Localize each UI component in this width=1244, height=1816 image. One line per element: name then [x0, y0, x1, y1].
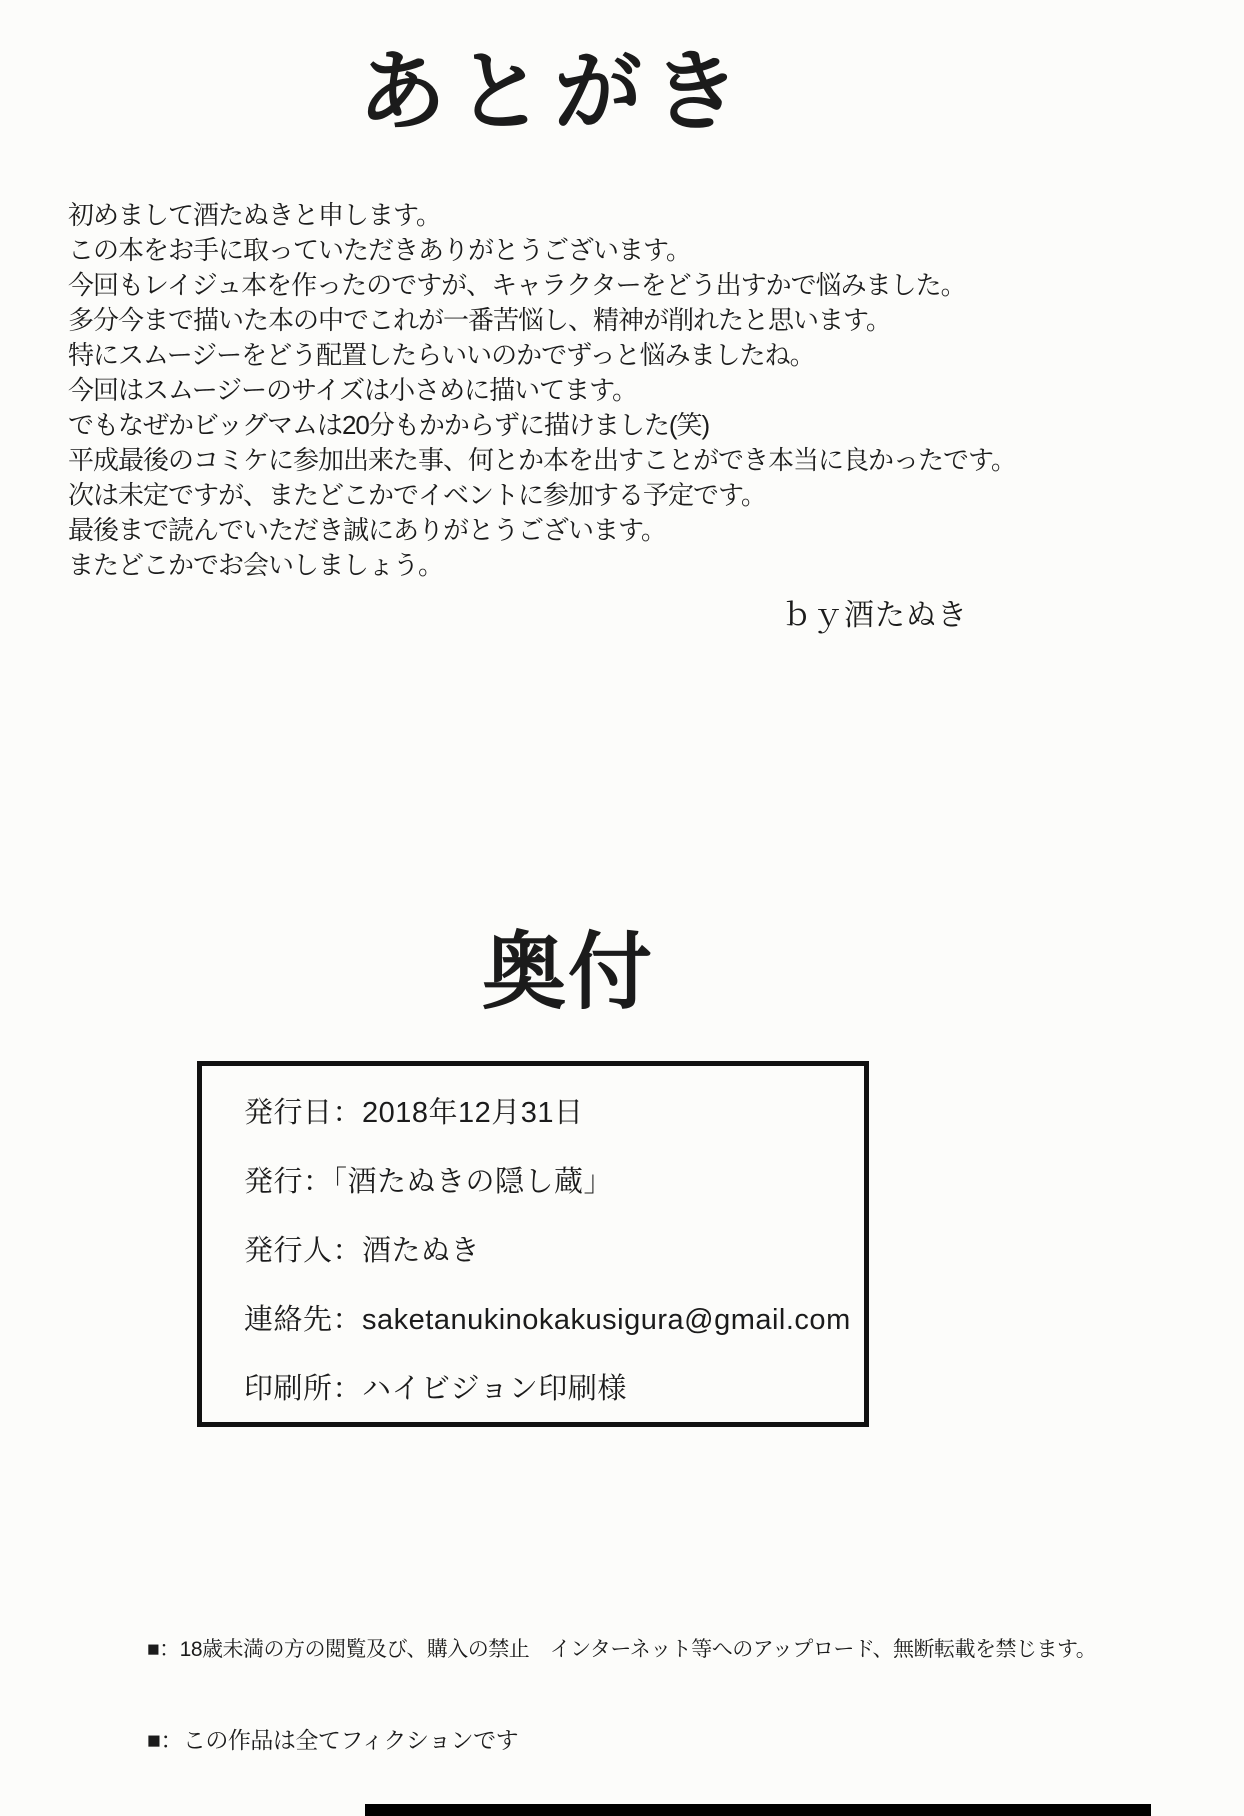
afterword-heading: あとがき: [358, 45, 751, 142]
afterword-body-line: 次は未定ですが、またどこかでイベントに参加する予定です。: [68, 480, 766, 510]
afterword-body-line: 特にスムージーをどう配置したらいいのかでずっと悩みましたね。: [68, 340, 815, 370]
scan-edge-artifact: [365, 1804, 1151, 1816]
colophon-heading: 奥付: [482, 925, 655, 1019]
afterword-body-line: またどこかでお会いしましょう。: [68, 550, 444, 580]
afterword-body-line: 今回もレイジュ本を作ったのですが、キャラクターをどう出すかで悩みました。: [68, 270, 966, 300]
author-signature: ｂｙ酒たぬき: [782, 599, 968, 632]
colophon-row-contact-email: 連絡先：saketanukinokakusigura@gmail.com: [244, 1304, 851, 1336]
afterword-body-line: 多分今まで描いた本の中でこれが一番苦悩し、精神が削れたと思います。: [68, 305, 891, 335]
afterword-body: [68, 198, 1016, 583]
colophon-row-publisher-person: 発行人：酒たぬき: [244, 1235, 481, 1267]
afterword-body-line: でもなぜかビッグマムは20分もかからずに描けました(笑): [68, 410, 710, 440]
afterword-body-line: 今回はスムージーのサイズは小さめに描いてます。: [68, 375, 638, 405]
colophon-row-printer: 印刷所：ハイビジョン印刷様: [244, 1373, 627, 1405]
afterword-body-line: 最後まで読んでいただき誠にありがとうございます。: [68, 515, 666, 545]
afterword-body-line: 平成最後のコミケに参加出来た事、何とか本を出すことができ本当に良かったです。: [68, 445, 1016, 475]
colophon-row-publisher-circle: 発行：「酒たぬきの隠し蔵」: [244, 1166, 614, 1198]
afterword-body-line: 初めまして酒たぬきと申します。: [68, 200, 441, 230]
age-restriction-notice: ■：18歳未満の方の閲覧及び、購入の禁止 インターネット等へのアップロード、無断転載を禁じます。: [147, 1638, 1097, 1661]
afterword-body-line: この本をお手に取っていただきありがとうございます。: [68, 235, 691, 265]
fiction-disclaimer-notice: ■：この作品は全てフィクションです: [147, 1727, 519, 1753]
colophon-box: [197, 1061, 869, 1427]
colophon-row-publish-date: 発行日：2018年12月31日: [244, 1097, 584, 1129]
